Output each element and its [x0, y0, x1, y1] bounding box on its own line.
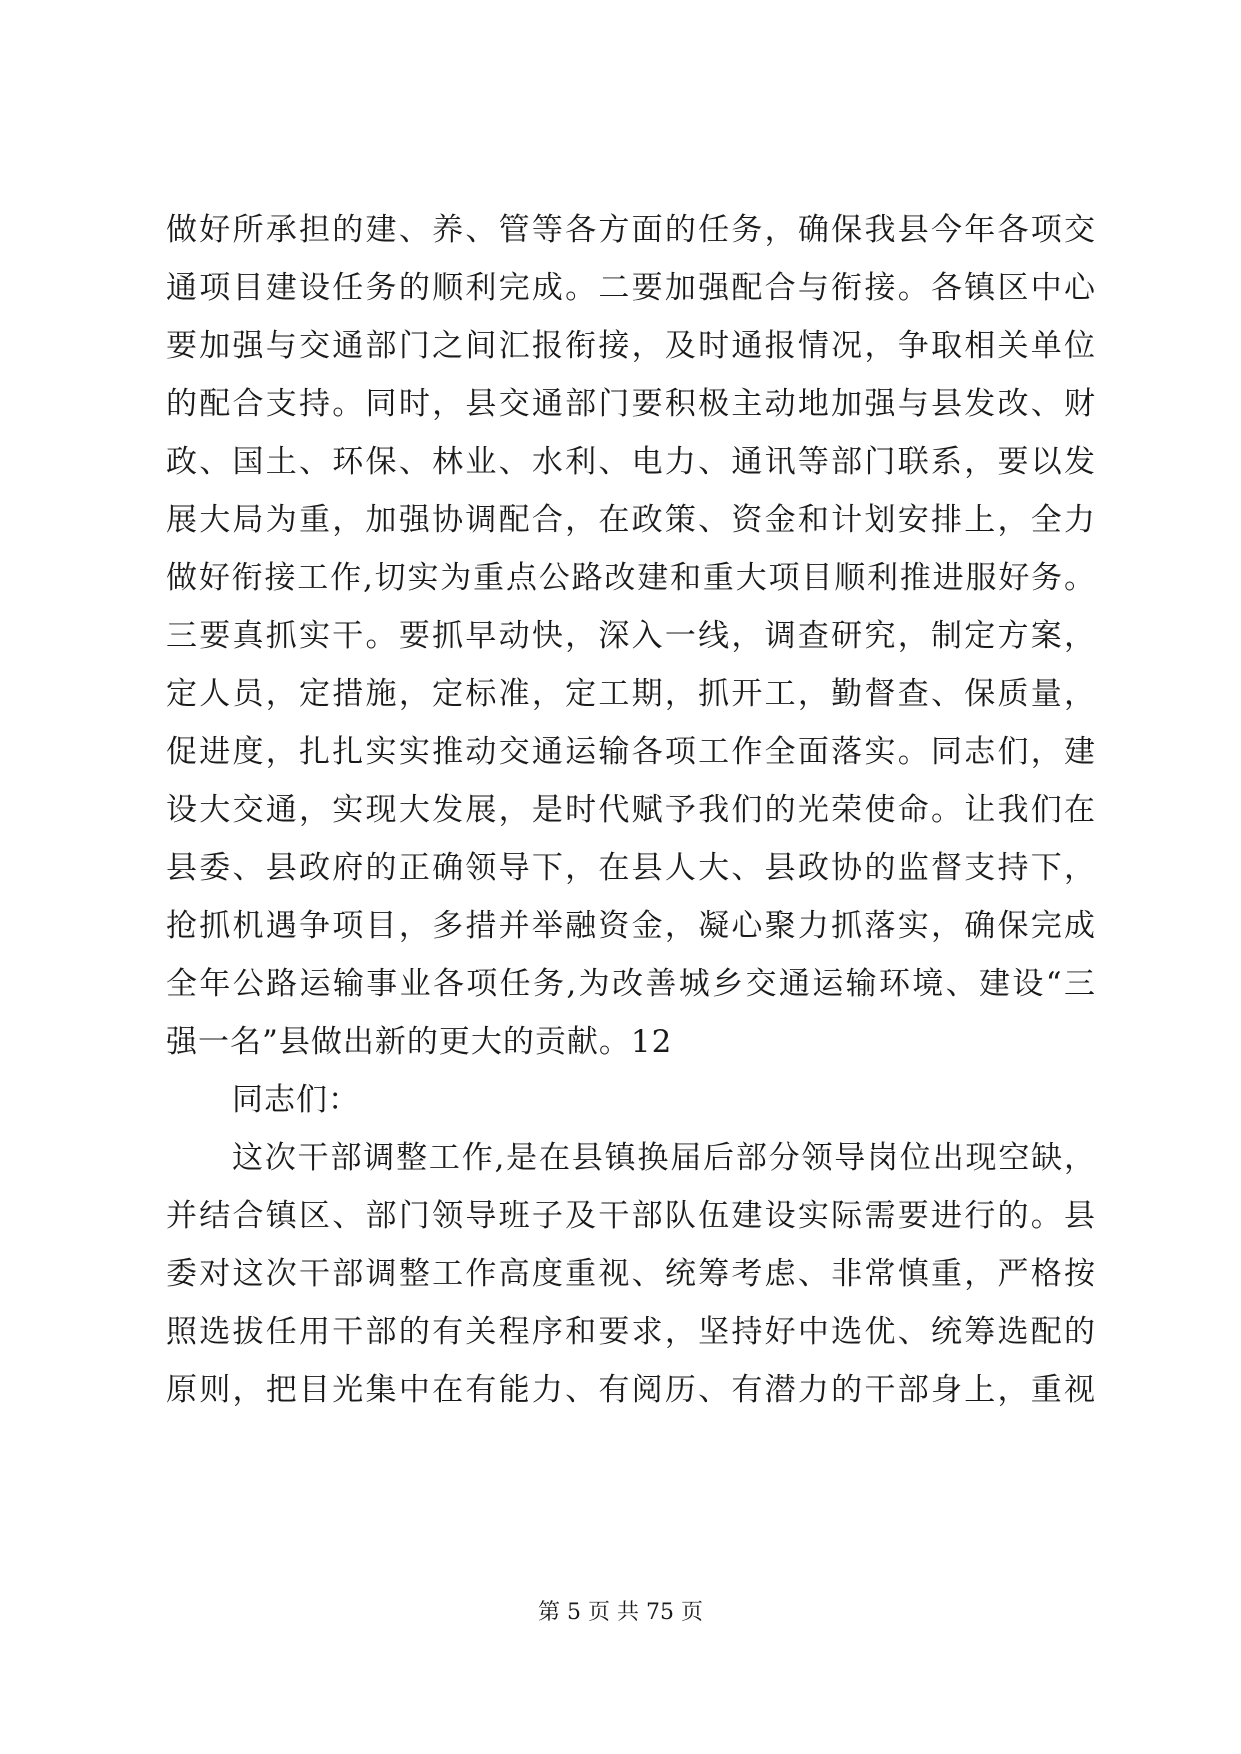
body-line-1: 做好所承担的建、养、管等各方面的任务，确保我县今年各项交 [166, 212, 1096, 248]
body-line-17: 这次干部调整工作,是在县镇换届后部分领导岗位出现空缺， [232, 1140, 1096, 1176]
salutation-line: 同志们： [232, 1082, 360, 1118]
body-line-8: 三要真抓实干。要抓早动快，深入一线，调查研究，制定方案， [166, 618, 1096, 654]
body-line-4: 的配合支持。同时，县交通部门要积极主动地加强与县发改、财 [166, 386, 1096, 422]
body-line-20: 照选拔任用干部的有关程序和要求，坚持好中选优、统筹选配的 [166, 1314, 1096, 1350]
body-line-14: 全年公路运输事业各项任务,为改善城乡交通运输环境、建设“三 [166, 966, 1096, 1002]
body-line-11: 设大交通，实现大发展，是时代赋予我们的光荣使命。让我们在 [166, 792, 1096, 828]
body-line-15: 强一名”县做出新的更大的贡献。12 [166, 1024, 673, 1060]
body-line-21: 原则，把目光集中在有能力、有阅历、有潜力的干部身上，重视 [166, 1372, 1096, 1408]
body-line-3: 要加强与交通部门之间汇报衔接，及时通报情况，争取相关单位 [166, 328, 1096, 364]
body-line-12: 县委、县政府的正确领导下，在县人大、县政协的监督支持下， [166, 850, 1096, 886]
body-line-18: 并结合镇区、部门领导班子及干部队伍建设实际需要进行的。县 [166, 1198, 1096, 1234]
body-line-10: 促进度，扎扎实实推动交通运输各项工作全面落实。同志们，建 [166, 734, 1096, 770]
page-number-footer: 第 5 页 共 75 页 [538, 1600, 703, 1625]
body-line-6: 展大局为重，加强协调配合，在政策、资金和计划安排上，全力 [166, 502, 1096, 538]
body-line-5: 政、国土、环保、林业、水利、电力、通讯等部门联系，要以发 [166, 444, 1096, 480]
body-line-9: 定人员，定措施，定标准，定工期，抓开工，勤督查、保质量， [166, 676, 1096, 712]
body-line-13: 抢抓机遇争项目，多措并举融资金，凝心聚力抓落实，确保完成 [166, 908, 1096, 944]
body-line-7: 做好衔接工作,切实为重点公路改建和重大项目顺利推进服好务。 [166, 560, 1096, 596]
body-line-19: 委对这次干部调整工作高度重视、统筹考虑、非常慎重，严格按 [166, 1256, 1096, 1292]
body-line-2: 通项目建设任务的顺利完成。二要加强配合与衔接。各镇区中心 [166, 270, 1096, 306]
